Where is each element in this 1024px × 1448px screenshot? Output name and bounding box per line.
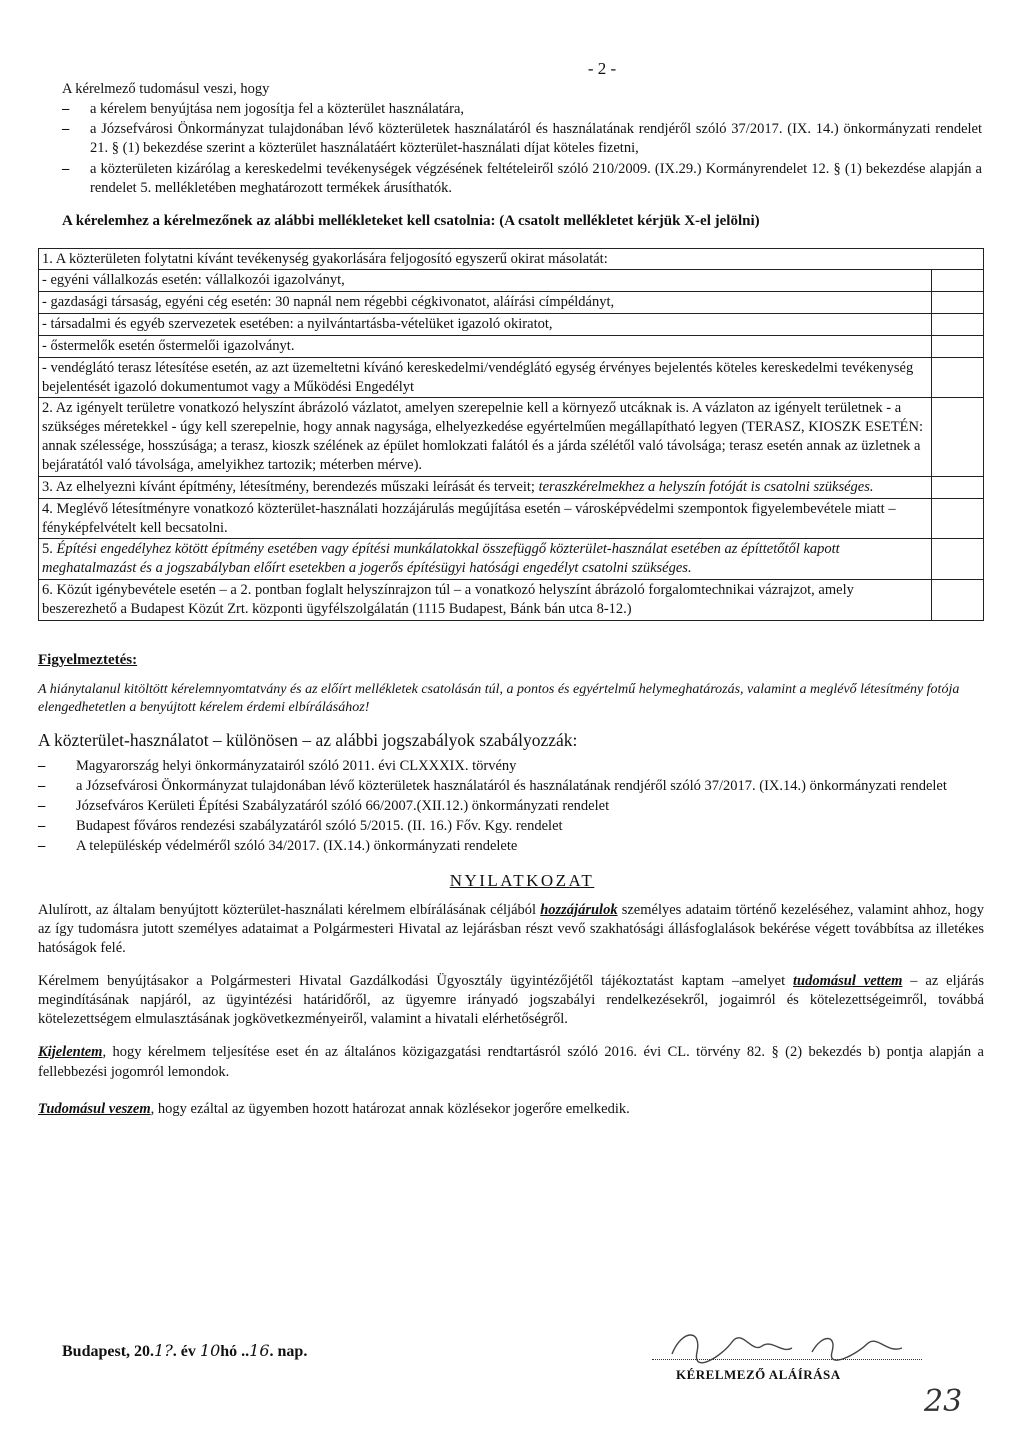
table-row	[39, 248, 984, 270]
attachment-label: - gazdasági társaság, egyéni cég esetén: 30 napnál nem régebbi cégkivonatot, aláírási címpéldányt,	[42, 294, 615, 311]
attachments-table	[38, 248, 984, 621]
attachment-italic-note: teraszkérelmekhez a helyszín fotóját is csatolni szükséges.	[538, 478, 874, 495]
law-item: – a Józsefvárosi Önkormányzat tulajdonában lévő közterületek használatáról és használatának rendjéről szóló 37/2017. (IX.14.) önkormányzati rendelet	[38, 777, 984, 796]
day-suffix: . nap.	[269, 1343, 308, 1360]
information-text: Kérelmem benyújtásakor a Polgármesteri Hivatal Gazdálkodási Ügyosztály ügyintézőjétől tájékoztatást kaptam –amelyet	[38, 973, 794, 989]
month-suffix: hó ..	[220, 1343, 250, 1360]
table-row	[39, 398, 984, 476]
attachment-checkbox[interactable]	[932, 580, 984, 621]
intro-item: – a közterületen kizárólag a kereskedelmi tevékenységek végzésének feltételeiről szóló 210/2009. (IX.29.) Kormányrendelet 12. § (1) bekezdése alapján a rendelet 5. mellékletében meghatározott termékek árusíthatók.	[62, 160, 982, 198]
attachment-label: 1. A közterületen folytatni kívánt tevékenység gyakorlására feljogosító egyszerű okirat másolatát:	[42, 250, 608, 267]
table-row	[39, 498, 984, 539]
acknowledgement-emphasis: Tudomásul veszem	[38, 1100, 151, 1117]
attachment-text	[39, 539, 932, 580]
consent-text: Alulírott, az általam benyújtott közterület-használati kérelmem elbírálásának céljából	[38, 901, 541, 918]
attachment-checkbox[interactable]	[932, 270, 984, 292]
attachment-label: 4. Meglévő létesítményre vonatkozó közterület-használati hozzájárulás megújítása esetén – városképvédelmi szempontok figyelembevétele miatt – fényképfelvételt kell becsatolni.	[42, 500, 896, 536]
attachment-checkbox[interactable]	[932, 292, 984, 314]
attachment-label: - egyéni vállalkozás esetén: vállalkozói igazolványt,	[42, 272, 345, 289]
signature-block	[62, 1338, 992, 1418]
attachment-italic-note: Építési engedélyhez kötött építmény esetében vagy építési munkálatokkal összefüggő közterület-használat esetében az építtetőtől kapott meghatalmazást és a jogszabályban előírt esetekben a jogerős építésügyi hatósági engedélyt csatolni szükséges.	[42, 541, 840, 577]
intro-list	[62, 100, 982, 198]
intro-item: – a kérelem benyújtása nem jogosítja fel a közterület használatára,	[62, 100, 982, 119]
table-row	[39, 476, 984, 498]
attachment-checkbox[interactable]	[932, 539, 984, 580]
year-suffix: . év	[172, 1343, 200, 1360]
table-row	[39, 357, 984, 398]
handwritten-page-mark: 23	[924, 1384, 963, 1419]
intro-section	[62, 80, 982, 198]
attachment-text	[39, 357, 932, 398]
attachment-text	[39, 476, 932, 498]
place-and-date	[62, 1340, 307, 1362]
attachment-text	[39, 314, 932, 336]
consent-text-rest: személyes adataim történő kezeléséhez, valamint ahhoz, hogy az így tudomásra jutott személyes adataimat a Polgármesteri Hivatal az lejárásban részt vevő szakhatósági állásfoglalások bekérése végett továbbítsa az illetékes hatóságok felé.	[38, 901, 984, 956]
laws-list	[38, 757, 984, 857]
place-label: Budapest, 20.	[62, 1343, 155, 1360]
attachment-checkbox[interactable]	[932, 335, 984, 357]
information-emphasis: tudomásul vettem	[793, 973, 903, 989]
table-row	[39, 539, 984, 580]
page-number: - 2 -	[587, 59, 617, 78]
law-item: – A településkép védelméről szóló 34/2017. (IX.14.) önkormányzati rendelete	[38, 837, 984, 856]
information-text-rest: – az eljárás megindításának napjáról, az ügyintézési határidőről, az ügyemre irányadó jogszabályi rendelkezésekről, jogaimról és kötelezettségeimről, továbbá kötelezettségem elmulasztásának jogkövetkezményeiről, valamint a hivatali elérhetőségről.	[38, 973, 985, 1028]
attachment-label: 3. Az elhelyezni kívánt építmény, létesítmény, berendezés műszaki leírását és terveit;	[42, 478, 539, 495]
declaration-waiver	[38, 1043, 984, 1081]
attachments-heading: A kérelemhez a kérelmezőnek az alábbi mellékleteket kell csatolnia: (A csatolt mellékletet kérjük X-el jelölni)	[62, 212, 760, 229]
attachment-label: 2. Az igényelt területre vonatkozó helyszínt ábrázoló vázlatot, amelyen szerepelnie kell a környező utcáknak is. A vázlaton az igényelt területnek - a szükséges méretekkel - úgy kell szerepelnie, hogy annak nagysága, elhelyezkedése egyértelműen megállapítható legyen (TERASZ, KIOSZK ESETÉN: annak szélessége, hosszúsága; a terasz, kioszk szélének az épület homlokzati falától és a járda szélétől való távolsága; terasz esetén annak az üzletnek a bejáratától való távolsága, amelyikhez tartozik; méterben mérve).	[42, 400, 923, 473]
law-item: – Magyarország helyi önkormányzatairól szóló 2011. évi CLXXXIX. törvény	[38, 757, 984, 776]
declaration-consent	[38, 901, 984, 958]
attachment-checkbox[interactable]	[932, 314, 984, 336]
attachment-text	[39, 270, 932, 292]
waiver-emphasis: Kijelentem	[38, 1044, 103, 1061]
warning-title: Figyelmeztetés:	[38, 651, 138, 668]
declaration-information	[38, 972, 984, 1029]
declaration-acknowledgement	[38, 1100, 984, 1119]
law-item: – Budapest főváros rendezési szabályzatáról szóló 5/2015. (II. 16.) Főv. Kgy. rendelet	[38, 817, 984, 836]
intro-lead: A kérelmező tudomásul veszi, hogy	[62, 81, 270, 97]
attachment-label: - vendéglátó terasz létesítése esetén, az azt üzemeltetni kívánó kereskedelmi/vendéglátó egység érvényes bejelentés köteles kereskedelmi tevékenység bejelentését igazoló dokumentumot vagy a Működési Engedélyt	[42, 359, 914, 395]
attachment-label: - őstermelők esetén őstermelői igazolványt.	[42, 337, 295, 354]
attachment-label: - társadalmi és egyéb szervezetek esetében: a nyilvántartásba-vételüket igazoló okiratot,	[42, 316, 553, 333]
attachment-checkbox[interactable]	[932, 476, 984, 498]
laws-title: A közterület-használatot – különösen – az alábbi jogszabályok szabályozzák:	[38, 730, 578, 751]
attachment-text	[39, 335, 932, 357]
attachment-checkbox[interactable]	[932, 398, 984, 476]
attachment-label: 6. Közút igénybevétele esetén – a 2. pontban foglalt helyszínrajzon túl – a vonatkozó helyszínt ábrázoló forgalomtechnikai vázrajzot, amely beszerezhető a Budapest Közút Zrt. központi ügyfélszolgálatán (1115 Budapest, Bánk bán utca 8-12.)	[42, 582, 854, 617]
attachment-checkbox[interactable]	[932, 357, 984, 398]
table-row	[39, 314, 984, 336]
document-page	[38, 58, 985, 1133]
intro-item: – a Józsefvárosi Önkormányzat tulajdonában lévő közterületek használatáról és használatának rendjéről szóló 37/2017. (IX. 14.) önkormányzati rendelet 21. § (1) bekezdése szerint a közterület használatáért közterület-használati díjat köteles fizetni,	[62, 120, 982, 158]
acknowledgement-text: , hogy ezáltal az ügyemben hozott határozat annak közlésekor jogerőre emelkedik.	[150, 1100, 630, 1117]
signature-line	[652, 1338, 922, 1360]
signature-label: KÉRELMEZŐ ALÁÍRÁSA	[676, 1367, 841, 1382]
declaration-title: NYILATKOZAT	[449, 871, 595, 891]
warning-text: A hiánytalanul kitöltött kérelemnyomtatvány és az előírt mellékletek csatolásán túl, a pontos és egyértelmű helymeghatározás, valamint a meglévő létesítmény fotója elengedhetetlen a benyújtott kérelem érdemi elbírálásához!	[38, 681, 960, 715]
attachment-text	[39, 498, 932, 539]
waiver-text: , hogy kérelmem teljesítése eset én az általános közigazgatási rendtartásról szóló 2016. évi CL. törvény 82. § (2) bekezdés b) pontja alapján a fellebbezési jogomról lemondok.	[38, 1044, 984, 1080]
handwritten-day: 16	[249, 1341, 270, 1360]
law-item: – Józsefváros Kerületi Építési Szabályzatáról szóló 66/2007.(XII.12.) önkormányzati rendelet	[38, 797, 984, 816]
attachment-label: 5.	[42, 541, 57, 558]
attachment-text	[39, 580, 932, 621]
table-row	[39, 335, 984, 357]
attachment-text	[39, 248, 984, 270]
attachment-text	[39, 292, 932, 314]
handwritten-year: 1?	[154, 1341, 173, 1360]
handwritten-month: 10	[199, 1341, 221, 1360]
consent-emphasis: hozzájárulok	[540, 901, 618, 918]
attachment-text	[39, 398, 932, 476]
table-row	[39, 292, 984, 314]
attachment-checkbox[interactable]	[932, 498, 984, 539]
table-row	[39, 270, 984, 292]
table-row	[39, 580, 984, 621]
